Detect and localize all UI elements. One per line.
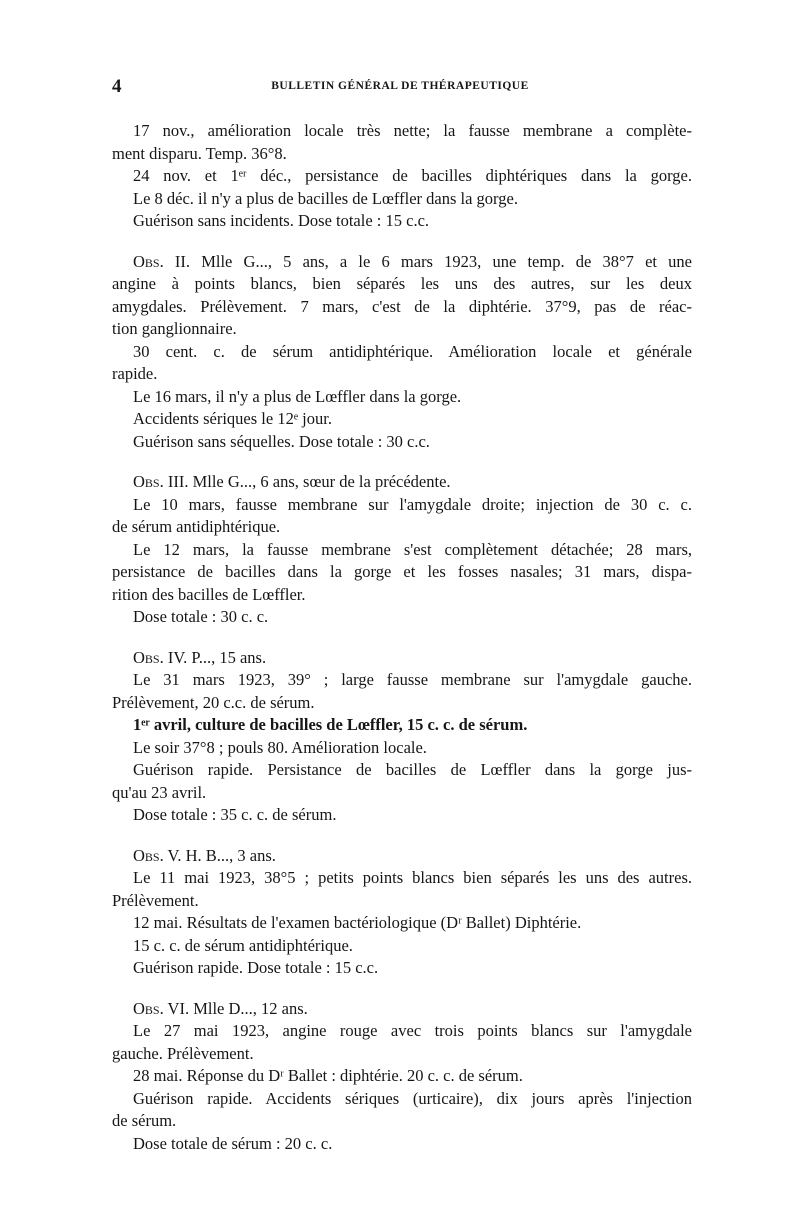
paragraph-line: ment disparu. Temp. 36°8. — [112, 143, 287, 163]
paragraph-line: Accidents sériques le 12ᵉ jour. — [133, 409, 332, 428]
paragraph-line: Le 31 mars 1923, 39° ; large fausse membrane sur l'amygdale gauche. — [133, 670, 692, 689]
page-number: 4 — [112, 76, 122, 97]
observation-label: Obs. V. — [133, 845, 182, 865]
paragraph-line: Prélèvement, 20 c.c. de sérum. — [112, 692, 315, 712]
paragraph-line: Le 8 déc. il n'y a plus de bacilles de Lœffler dans la gorge. — [133, 188, 518, 208]
observation-text: P..., 15 ans. — [187, 647, 267, 667]
observation-text: Mlle D..., 12 ans. — [189, 998, 308, 1018]
article-body — [112, 120, 692, 1155]
paragraph-line: amygdales. Prélèvement. 7 mars, c'est de la diphtérie. 37°9, pas de réac- — [112, 296, 692, 316]
observation-label: Obs. IV. — [133, 647, 188, 667]
paragraph-line: Guérison rapide. Persistance de bacilles de Lœffler dans la gorge jus- — [133, 760, 692, 779]
paragraph-line: Le 16 mars, il n'y a plus de Lœffler dans la gorge. — [133, 386, 462, 406]
paragraph-line: rition des bacilles de Lœffler. — [112, 584, 306, 604]
observation-text: Mlle G..., 6 ans, sœur de la précédente. — [188, 472, 451, 491]
paragraph-line: rapide. — [112, 364, 158, 383]
paragraph-line: angine à points blancs, bien séparés les uns des autres, sur les deux — [112, 274, 692, 293]
paragraph-line: 15 c. c. de sérum antidiphtérique. — [133, 935, 353, 955]
paragraph-line: Le 10 mars, fausse membrane sur l'amygdale droite; injection de 30 c. c. — [133, 494, 692, 514]
running-title: BULLETIN GÉNÉRAL DE THÉRAPEUTIQUE — [271, 80, 529, 92]
paragraph-line: Guérison sans séquelles. Dose totale : 30 c.c. — [133, 431, 430, 451]
paragraph-line: de sérum antidiphtérique. — [112, 517, 281, 536]
paragraph-line: 1ᵉʳ avril, culture de bacilles de Lœffler, 15 c. c. de sérum. — [133, 715, 528, 734]
paragraph-line: qu'au 23 avril. — [112, 782, 207, 802]
observation-label: Obs. III. — [133, 472, 189, 491]
paragraph-line: Le 11 mai 1923, 38°5 ; petits points blancs bien séparés les uns des autres. — [133, 868, 692, 887]
observation-heading-line — [112, 251, 692, 274]
paragraph-line: Guérison sans incidents. Dose totale : 15 c.c. — [133, 211, 430, 230]
paragraph-line: Guérison rapide. Accidents sériques (urticaire), dix jours après l'injection — [133, 1088, 692, 1108]
paragraph-line: gauche. Prélèvement. — [112, 1043, 254, 1063]
paragraph-line: 28 mai. Réponse du Dʳ Ballet : diphtérie. 20 c. c. de sérum. — [133, 1066, 523, 1085]
paragraph-line: de sérum. — [112, 1111, 177, 1130]
paragraph-line: 12 mai. Résultats de l'examen bactériologique (Dʳ Ballet) Diphtérie. — [133, 913, 582, 932]
paragraph-line: Le soir 37°8 ; pouls 80. Amélioration locale. — [133, 737, 427, 757]
paragraph-line: Dose totale : 30 c. c. — [133, 607, 269, 626]
observation-heading-line — [112, 845, 692, 868]
observation-text: Mlle G..., 5 ans, a le 6 mars 1923, une temp. de 38°7 et une — [190, 251, 692, 271]
paragraph-line: 17 nov., amélioration locale très nette; la fausse membrane a complète- — [133, 121, 692, 140]
observation-heading-line — [112, 471, 692, 494]
paragraph-line: Guérison rapide. Dose totale : 15 c.c. — [133, 958, 379, 977]
paragraph-line: Le 12 mars, la fausse membrane s'est complètement détachée; 28 mars, — [133, 539, 692, 559]
paragraph-line: tion ganglionnaire. — [112, 319, 237, 338]
paragraph-line: Prélèvement. — [112, 890, 199, 910]
observation-text: H. B..., 3 ans. — [181, 845, 276, 865]
observation-label: Obs. VI. — [133, 998, 190, 1018]
paragraph-line: Dose totale de sérum : 20 c. c. — [133, 1133, 333, 1153]
observation-heading-line — [112, 647, 692, 670]
paragraph-line: persistance de bacilles dans la gorge et les fosses nasales; 31 mars, dispa- — [112, 562, 692, 581]
observation-heading-line — [112, 998, 692, 1021]
observation-label: Obs. II. — [133, 251, 191, 271]
paragraph-line: 24 nov. et 1ᵉʳ déc., persistance de bacilles diphtériques dans la gorge. — [133, 166, 692, 185]
paragraph-line: Dose totale : 35 c. c. de sérum. — [133, 805, 337, 824]
paragraph-line: Le 27 mai 1923, angine rouge avec trois points blancs sur l'amygdale — [133, 1021, 692, 1040]
paragraph-line: 30 cent. c. de sérum antidiphtérique. Amélioration locale et générale — [133, 341, 692, 361]
